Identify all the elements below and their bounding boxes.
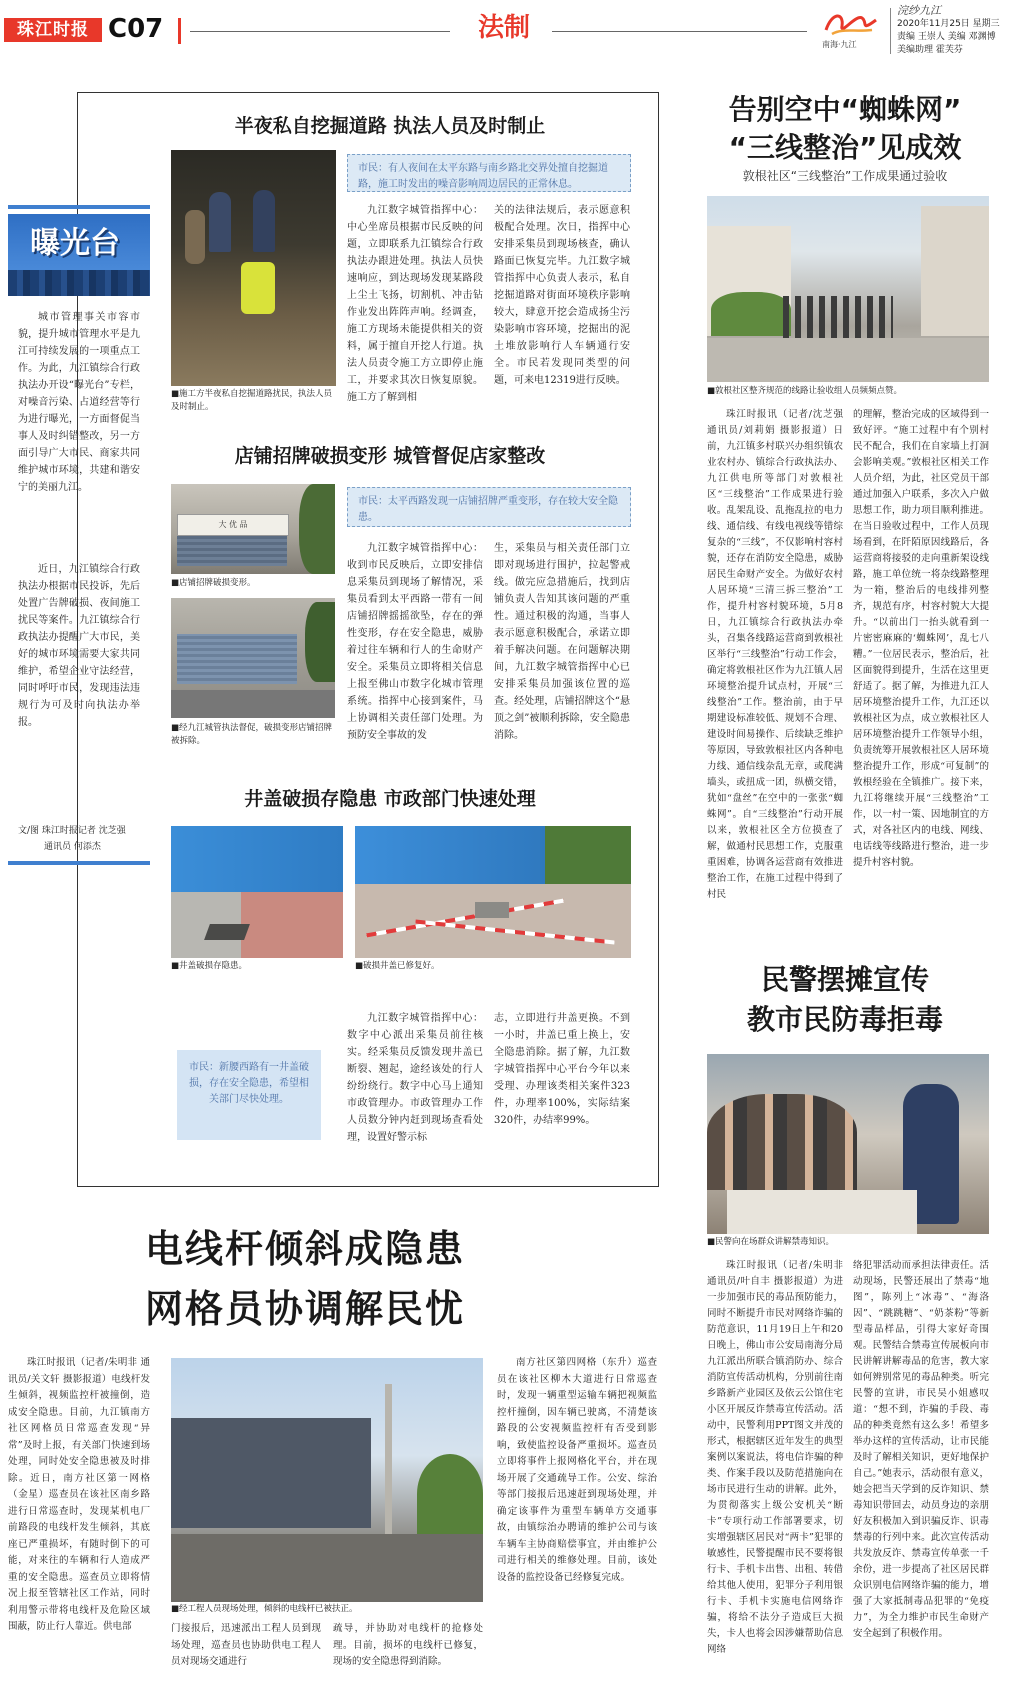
- story2-photo-2: [171, 598, 335, 718]
- masthead: [0, 0, 1024, 62]
- shrub: [545, 826, 631, 884]
- story5-headline-2: “三线整治”见成效: [728, 131, 962, 164]
- road-surface: [171, 1534, 483, 1602]
- exposure-byline-2: 通讯员 何添杰: [44, 842, 101, 852]
- story4-headline-1: 电线杆倾斜成隐患: [145, 1227, 466, 1271]
- warning-tape-2: [415, 920, 614, 945]
- story5-col1: 珠江时报讯（记者/沈芝强 通讯员/刘莉娟 摄影报道）日前，九江镇多村联兴办组织镇农业农村办、镇综合行政执法办、九江供电所等部门对敦根社区“三线整治”工作成果进行验收。乱架乱设、乱拖乱拉的电力线、通信线、有线电视线等错综复杂的“三线”，不仅影响村容村貌，还存在消防安全隐患，威胁居民生命财产安全。为做好农村人居环境“三清三拆三整治”工作，提升村容村貌环境，5月8日，九江镇综合行政执法办牵头，召集各线路运营商到敦根社区举行“三线整治”行动工作会，确定将敦根社区作为九江镇人居环境整治提升试点村，开展“三线整治”工作。整治前，由于早期建设标准较低、规划不合理、建设时间易操作、后续缺乏维护等原因，导致敦根社区内各种电力线、通信线杂乱无章，或爬满墙头，或扭成一团，纵横交错，犹如“盘丝”在空中的一张张“蜘蛛网”。自“三线整治”行动开展以来，敦根社区全方位摸查了解，做通村民思想工作，克服重重困难，协调各运营商有效推进整治工作，在施工过程中得到了村民: [707, 409, 843, 900]
- exposure-badge-skyline: [8, 270, 150, 296]
- brand-logo: [820, 6, 888, 54]
- story3-caption-2: ■破损井盖已修复好。: [355, 961, 440, 971]
- brand-name: 南海·九江: [822, 40, 857, 49]
- story6-col1: 珠江时报讯（记者/朱明非 通讯员/叶自丰 摄影报道）为进一步加强市民的毒品预防能力，同时不断提升市民对网络诈骗的防范意识，11月19日上午和20日晚上，佛山市公安局南海分局九江派出所联合镇消防办、综合消防宣传活动机构，分别前往南乡路新产业园区及依云公馆住宅小区开展反诈禁毒宣传活动。活动中，民警利用PPT图文并茂的形式，根据辖区近年发生的典型案例以案说法，将电信诈骗的种类、作案手段以及防范措施向在场市民进行生动的讲解。此外，为贯彻落实上级公安机关“断卡”专项行动工作部署要求，切实增强辖区居民对“两卡”犯罪的敏感性，民警提醒市民不要将银行卡、手机卡出售、出租、转借给其他人使用，犯罪分子利用银行卡、手机卡实施电信网络诈骗，将给不法分子造成巨大损失，卡人也将会因涉嫌帮助信息网络: [707, 1260, 843, 1655]
- masthead-rule-left: [190, 31, 450, 32]
- story3-caption-1: ■井盖破损存隐患。: [171, 961, 248, 971]
- story5-caption: ■敦根社区整齐规范的线路让验收组人员频频点赞。: [707, 386, 903, 396]
- inspection-group: [783, 296, 893, 338]
- story4-col1: 珠江时报讯（记者/朱明非 通讯员/关文轩 摄影报道）电线杆发生倾斜，视频监控杆被撞倒，造成安全隐患。目前，九江镇南方社区网格员日常巡查发现“异常”及时上报，有关部门快速到场处理，同时处安全隐患被及时排除。近日，南方社区第一网格（金星）巡查员在该社区南乡路进行日常巡查时，发现某机电厂前路段的电线杆发生倾斜，其底座已严重损坏，有随时倒下的可能，对来往的车辆和行人造成严重的安全隐患。巡查员立即将情况上报至管辖社区工作站，同时利用警示带将电线杆及危险区域围蔽，防止行人靠近。供电部: [8, 1357, 150, 1632]
- officer-figure-1: [209, 192, 231, 252]
- story5-headline-1: 告别空中“蜘蛛网”: [728, 93, 962, 126]
- masthead-rule-right: [552, 31, 807, 32]
- crowd: [707, 1094, 857, 1190]
- story2-col1: 九江数字城管指挥中心：收到市民反映后，立即安排信息采集员到现场了解情况，采集员看到太平西路一带有一间店铺招牌摇摇欲坠，存在的弹性变形，存在安全隐患，威胁着过往车辆和行人的生命财产安全。采集员立即将相关信息上报至佛山市数字化城市管理系统。指挥中心接到案件，马上协调相关责任部门处理。为预防安全事故的发: [347, 543, 483, 741]
- exposure-sidebar: [8, 205, 150, 865]
- story1-quote: [347, 154, 631, 192]
- broken-manhole: [204, 924, 250, 940]
- story1-quote-text: 市民：有人夜间在太平东路与南乡路北交界处擅自挖掘道路，施工时发出的噪音影响周边居民的正常休息。: [358, 163, 608, 190]
- worker-figure: [185, 210, 205, 264]
- tree: [299, 484, 335, 574]
- story3-quote: [177, 1050, 321, 1140]
- story6-headline-1: 民警摆摊宣传: [760, 963, 929, 996]
- story3-headline: 井盖破损存隐患 市政部门快速处理: [244, 788, 536, 810]
- story2-quote-text: 市民：太平西路发现一店铺招牌严重变形，存在较大安全隐患。: [358, 496, 618, 523]
- trees: [417, 1454, 483, 1534]
- story1-col2: 关的法律法规后，表示愿意积极配合处理。次日，指挥中心安排采集员到现场核查，确认路面已恢复完毕。九江数字城管指挥中心负责人表示，私自挖掘道路对街面环境秩序影响较大，肆意开挖会造成扬尘污染影响市容环境，挖掘出的泥土堆放影响行人车辆通行安全。市民若发现同类型的问题，可来电12319进行反映。: [494, 205, 630, 386]
- shop-sign-text: 大 优 品: [218, 520, 248, 529]
- story2-headline: 店铺招牌破损变形 城管督促店家整改: [234, 445, 546, 467]
- village-building-right: [921, 206, 989, 336]
- story2-caption-2: ■经九江城管执法督促，破损变形店铺招牌被拆除。: [171, 723, 333, 746]
- story4-headline-2: 网格员协调解民忧: [145, 1287, 466, 1331]
- exposure-byline-1: 文/图 珠江时报记者 沈芝强: [18, 826, 126, 836]
- story2-photo-1: [171, 484, 335, 574]
- editor-line-2: 美编助理 霍芙芬: [897, 45, 963, 55]
- exposure-badge: [8, 214, 150, 296]
- story3-photo-2: [355, 826, 631, 958]
- paper-logo: [4, 18, 102, 42]
- brand-swirl-icon: [822, 8, 880, 38]
- shop-shutter: [177, 536, 287, 566]
- lane: [707, 338, 989, 382]
- story4-photo: [171, 1358, 483, 1602]
- story1-photo: [171, 150, 336, 386]
- story2-col2: 生，采集员与相关责任部门立即对现场进行围护，拉起警戒线。做完应急措施后，找到店铺负责人告知其该问题的严重性。通过积极的沟通，当事人表示愿意积极配合，承诺立即着手解决问题。在问题解决期间，九江数字城管指挥中心已安排采集员加强该位置的巡查。经处理，店铺招牌这个“悬顶之剑”被顺利拆除，安全隐患消除。: [494, 543, 630, 741]
- story2-caption-1: ■店铺招牌破损变形。: [171, 578, 256, 588]
- worker-vest-figure: [241, 262, 275, 314]
- masthead-divider-bar: [178, 18, 181, 44]
- story6-photo: [707, 1054, 989, 1234]
- officer-figure-2: [253, 190, 275, 252]
- story3-col1: 九江数字城管指挥中心：数字中心派出采集员前往核实。经采集员反馈发现井盖已断裂、翘起，途经该处的行人纷纷绕行。数字中心马上通知市政管理办。市政管理办工作人员数分钟内赶到现场查看处理，设置好警示标: [347, 1013, 483, 1143]
- story4-col3: 疏导，并协助对电线杆的抢修处理。目前，损坏的电线杆已修复，现场的安全隐患得到消除。: [333, 1623, 483, 1667]
- exposure-intro: 城市管理事关市容市貌，提升城市管理水平是九江可持续发展的一项重点工作。为此，九江镇综合行政执法办开设“曝光台”专栏，对噪音污染、占道经营等行为进行曝光，一方面督促当事人及时纠错整改，另一方面引导广大市民、商家共同维护城市环境，共建和谐安宁的美丽九江。: [18, 312, 140, 493]
- story5-subtitle: 敦根社区“三线整治”工作成果通过验收: [742, 169, 948, 183]
- exposure-intro-2: 近日，九江镇综合行政执法办根据市民投诉，先后处置广告牌破损、夜间施工扰民等案件。九江镇综合行政执法办提醒广大市民，美好的城市环境需要大家共同维护，希望企业守法经营，同时呼吁市民，发现违法违规行为可及时向执法办举报。: [18, 564, 140, 728]
- shop-shutter-repaired: [177, 634, 297, 684]
- story1-headline: 半夜私自挖掘道路 执法人员及时制止: [234, 115, 546, 137]
- story3-photo-1: [171, 826, 343, 958]
- story4-col4: 南方社区第四网格（东升）巡查员在该社区柳木大道进行日常巡查时，发现一辆重型运输车辆把视频监控杆撞倒，因车辆已驶离，不清楚该路段的公安视频监控杆有否受到影响，致使监控设备严重损坏。巡查员立即将事件上报网格化平台，并在现场开展了交通疏导工作。公安、综治等部门接报后迅速赶到现场处理，并确定该事件为重型车辆单方交通事故，由镇综治办聘请的维护公司与该车辆车主协商赔偿事宜，并由维护公司进行相关的维修处理。目前，该处设备的监控设备已经修复完成。: [497, 1357, 657, 1583]
- issue-date: 2020年11月25日 星期三: [897, 19, 1000, 29]
- story3-col2: 志，立即进行井盖更换。不到一小时，井盖已重上换上，安全隐患消除。据了解，九江数字城管指挥中心平台今年以来受理、办理该类相关案件323件，办理率100%，实际结案320件，办结率99%。: [494, 1013, 630, 1126]
- building: [171, 1418, 371, 1528]
- greenery: [711, 292, 791, 336]
- new-manhole: [475, 902, 509, 918]
- story2-quote: [347, 487, 631, 527]
- story5-col2: 的理解，整治完成的区域得到一致好评。“施工过程中有个别村民不配合，我们在自家墙上打洞会影响美观。”敦根社区相关工作人员介绍，为此，社区党员干部通过加强入户联系，多次入户做思想工作，助力项目顺利推进。在当日验收过程中，工作人员现场看到，在阡陌原因线路后，各运营商将接驳的走向重新架设线路，施工单位统一将杂线路整理为一箱，整治后的电线排列整齐，规范有序，村容村貌大大提升。“以前出门一抬头就看到一片密密麻麻的‘蜘蛛网’，乱七八糟。”一位居民表示，整治后，社区面貌得到提升，生活在这里更舒适了。据了解，为推进九江人居环境整治提升工作，九江还以敦根社区为点，成立敦根社区人居环境整治提升工作领导小组，负责统筹开展敦根社区人居环境整治提升工作，形成“可复制”的敦根经验在全镇推广。接下来，九江将继续开展“三线整治”工作，以一村一策、因地制宜的方式，对各社区内的电线、网线、电话线等线路进行整治，进一步提升村容村貌。: [853, 409, 989, 868]
- tree-2: [305, 602, 335, 682]
- story1-col1: 九江数字城管指挥中心：中心坐席员根据市民反映的问题，立即联系九江镇综合行政执法办跟进处理。执法人员快速响应，到达现场发现某路段上尘土飞扬，切割机、冲击钻作业发出阵阵声响。经调查，施工方现场未能提供相关的资料，属于擅自开挖人行道。执法人员责令施工方立即停止施工，并要求其次日恢复原貌。施工方了解到相: [347, 205, 483, 403]
- masthead-v-divider: [890, 8, 891, 54]
- paper-name: 珠江时报: [17, 20, 89, 40]
- story5-photo: [707, 196, 989, 382]
- story6-col2: 络犯罪活动而承担法律责任。活动现场，民警还展出了禁毒“地图”，陈列上“冰毒”、“海洛因”、“跳跳糖”、“奶茶粉”等新型毒品样品，引得大家好奇围观。民警结合禁毒宣传展板向市民讲解讲解毒品的危害，教大家如何辨别常见的毒品种类。听完民警的宣讲，市民吴小姐感叹道：“想不到，诈骗的手段、毒品的种类竟然有这么多！希望多举办这样的宣传活动，让市民能及时了解相关知识，更好地保护自己。”她表示，活动很有意义，她会把当天学到的反诈知识、禁毒知识带回去，动员身边的亲朋好友积极加入到识骗反诈、识毒禁毒的行列中来。此次宣传活动共发放反诈、禁毒宣传单张一千余份，进一步提高了社区居民群众识别电信网络诈骗的能力，增强了大家抵制毒品犯罪的“免疫力”，为全力维护市民生命财产安全起到了积极作用。: [853, 1260, 989, 1639]
- exposure-rule-top: [8, 205, 150, 209]
- pavement-red: [241, 892, 343, 958]
- display-table: [727, 1190, 917, 1234]
- editor-line-1: 责编 王崇人 美编 邓渊博: [897, 32, 996, 42]
- page-number: C07: [108, 14, 164, 44]
- story4-col2: 门接报后，迅速派出工程人员到现场处理，巡查员也协助供电工程人员对现场交通进行: [171, 1623, 321, 1667]
- story4-caption: ■经工程人员现场处理，倾斜的电线杆已被扶正。: [171, 1604, 358, 1614]
- blue-hoarding: [171, 826, 343, 892]
- road: [171, 690, 335, 718]
- story1-caption: ■施工方半夜私自挖掘道路扰民，执法人员及时制止。: [171, 389, 333, 412]
- shop-sign: [177, 514, 289, 536]
- blue-hoarding-2: [355, 826, 545, 884]
- exposure-badge-title: 曝光台: [30, 226, 120, 261]
- utility-pole: [385, 1384, 392, 1552]
- masthead-calligraphy: 浣纱九江: [897, 4, 941, 17]
- story3-quote-text: 市民：新腰西路有一井盖破损，存在安全隐患，希望相关部门尽快处理。: [189, 1062, 309, 1105]
- exposure-rule-bottom: [8, 861, 150, 865]
- section-title: 法制: [478, 13, 531, 43]
- story6-caption: ■民警向在场群众讲解禁毒知识。: [707, 1237, 835, 1247]
- story6-headline-2: 教市民防毒拒毒: [746, 1003, 943, 1036]
